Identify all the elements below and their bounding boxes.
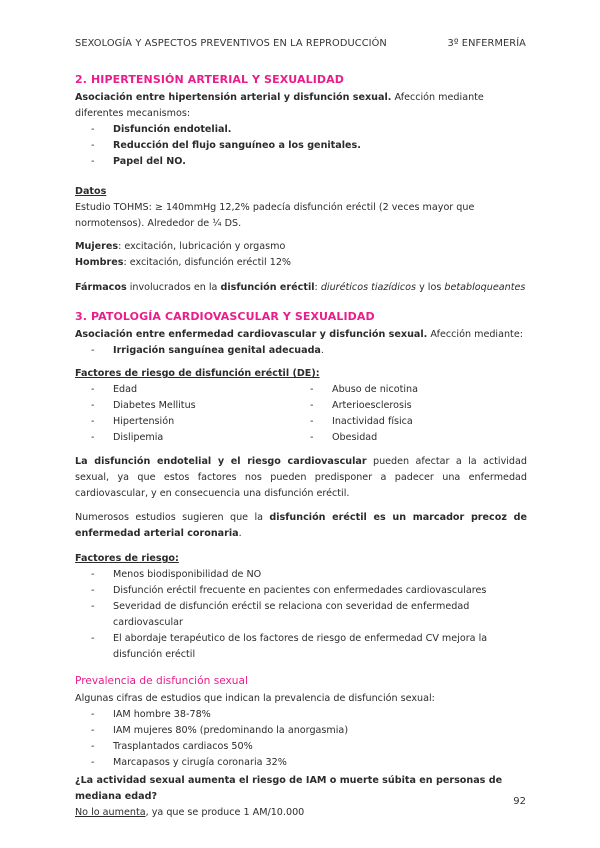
list-item: - Obesidad xyxy=(310,430,527,446)
paragraph-endothelial: La disfunción endotelial y el riesgo cardiovascular pueden afectar a la actividad sexual, ya que estos factores nos pueden predisponer a padecer una enfermedad cardiovascular, y en consecuencia una disfunción eréctil. xyxy=(75,456,527,499)
intro-bold: Asociación entre hipertensión arterial y disfunción sexual. xyxy=(75,92,392,103)
list-item: - Diabetes Mellitus xyxy=(91,398,308,414)
list-item: - IAM hombre 38-78% xyxy=(91,707,527,723)
factors-list xyxy=(75,567,527,663)
question: ¿La actividad sexual aumenta el riesgo de IAM o muerte súbita en personas de mediana edad? xyxy=(75,775,503,802)
mujeres-line: Mujeres: excitación, lubricación y orgasmo xyxy=(75,241,286,252)
datos-title: Datos xyxy=(75,186,107,197)
list-item: - Reducción del flujo sanguíneo a los genitales. xyxy=(91,138,527,154)
mechanisms-list xyxy=(75,122,527,170)
risk-right-list xyxy=(294,382,527,446)
list-item: - Edad xyxy=(91,382,308,398)
irrigation-list xyxy=(75,343,527,359)
list-item: - Inactividad física xyxy=(310,414,527,430)
risk-left-list xyxy=(75,382,308,446)
list-item: - Disfunción endotelial. xyxy=(91,122,527,138)
list-item: - Marcapasos y cirugía coronaria 32% xyxy=(91,755,527,771)
intro-rest: Afección mediante diferentes mecanismos: xyxy=(75,92,484,119)
paragraph-marker: Numerosos estudios sugieren que la disfunción eréctil es un marcador precoz de enfermedad arterial coronaria. xyxy=(75,512,527,539)
section-3-intro: Asociación entre enfermedad cardiovascular y disfunción sexual. Afección mediante: xyxy=(75,329,523,340)
datos-text: Estudio TOHMS: ≥ 140mmHg 12,2% padecía disfunción eréctil (2 veces mayor que normotensos). Alrededor de ¼ DS. xyxy=(75,202,475,229)
section-2-title: 2. HIPERTENSIÓN ARTERIAL Y SEXUALIDAD xyxy=(75,73,344,86)
list-item: - Disfunción eréctil frecuente en pacientes con enfermedades cardiovasculares xyxy=(91,583,527,599)
list-item: - Arterioesclerosis xyxy=(310,398,527,414)
document-body xyxy=(75,73,527,821)
prevalence-list xyxy=(75,707,527,771)
list-item: - Trasplantados cardiacos 50% xyxy=(91,739,527,755)
prevalence-title: Prevalencia de disfunción sexual xyxy=(75,675,248,687)
risk-factors-columns xyxy=(75,382,527,446)
list-item: - Severidad de disfunción eréctil se relaciona con severidad de enfermedad cardiovascular xyxy=(91,599,527,631)
list-item: - IAM mujeres 80% (predominando la anorgasmia) xyxy=(91,723,527,739)
header-title: SEXOLOGÍA Y ASPECTOS PREVENTIVOS EN LA REPRODUCCIÓN xyxy=(75,38,387,49)
list-item: - Hipertensión xyxy=(91,414,308,430)
list-item: - Menos biodisponibilidad de NO xyxy=(91,567,527,583)
header-course: 3º ENFERMERÍA xyxy=(447,38,526,49)
hombres-line: Hombres: excitación, disfunción eréctil 12% xyxy=(75,257,292,268)
list-item: - Abuso de nicotina xyxy=(310,382,527,398)
section-3-title: 3. PATOLOGÍA CARDIOVASCULAR Y SEXUALIDAD xyxy=(75,310,375,323)
risk-factors-title: Factores de riesgo de disfunción eréctil (DE): xyxy=(75,368,320,379)
prevalence-intro: Algunas cifras de estudios que indican la prevalencia de disfunción sexual: xyxy=(75,693,435,704)
factors-title: Factores de riesgo: xyxy=(75,553,179,564)
list-item: - El abordaje terapéutico de los factores de riesgo de enfermedad CV mejora la disfunción eréctil xyxy=(91,631,527,663)
list-item: - Irrigación sanguínea genital adecuada. xyxy=(91,343,527,359)
section-2-intro xyxy=(75,90,527,122)
answer: No lo aumenta, ya que se produce 1 AM/10.000 xyxy=(75,807,305,818)
list-item: - Papel del NO. xyxy=(91,154,527,170)
list-item: - Dislipemia xyxy=(91,430,308,446)
farmacos-line: Fármacos involucrados en la disfunción eréctil: diuréticos tiazídicos y los betabloqueantes xyxy=(75,282,526,293)
page-number: 92 xyxy=(513,796,526,807)
